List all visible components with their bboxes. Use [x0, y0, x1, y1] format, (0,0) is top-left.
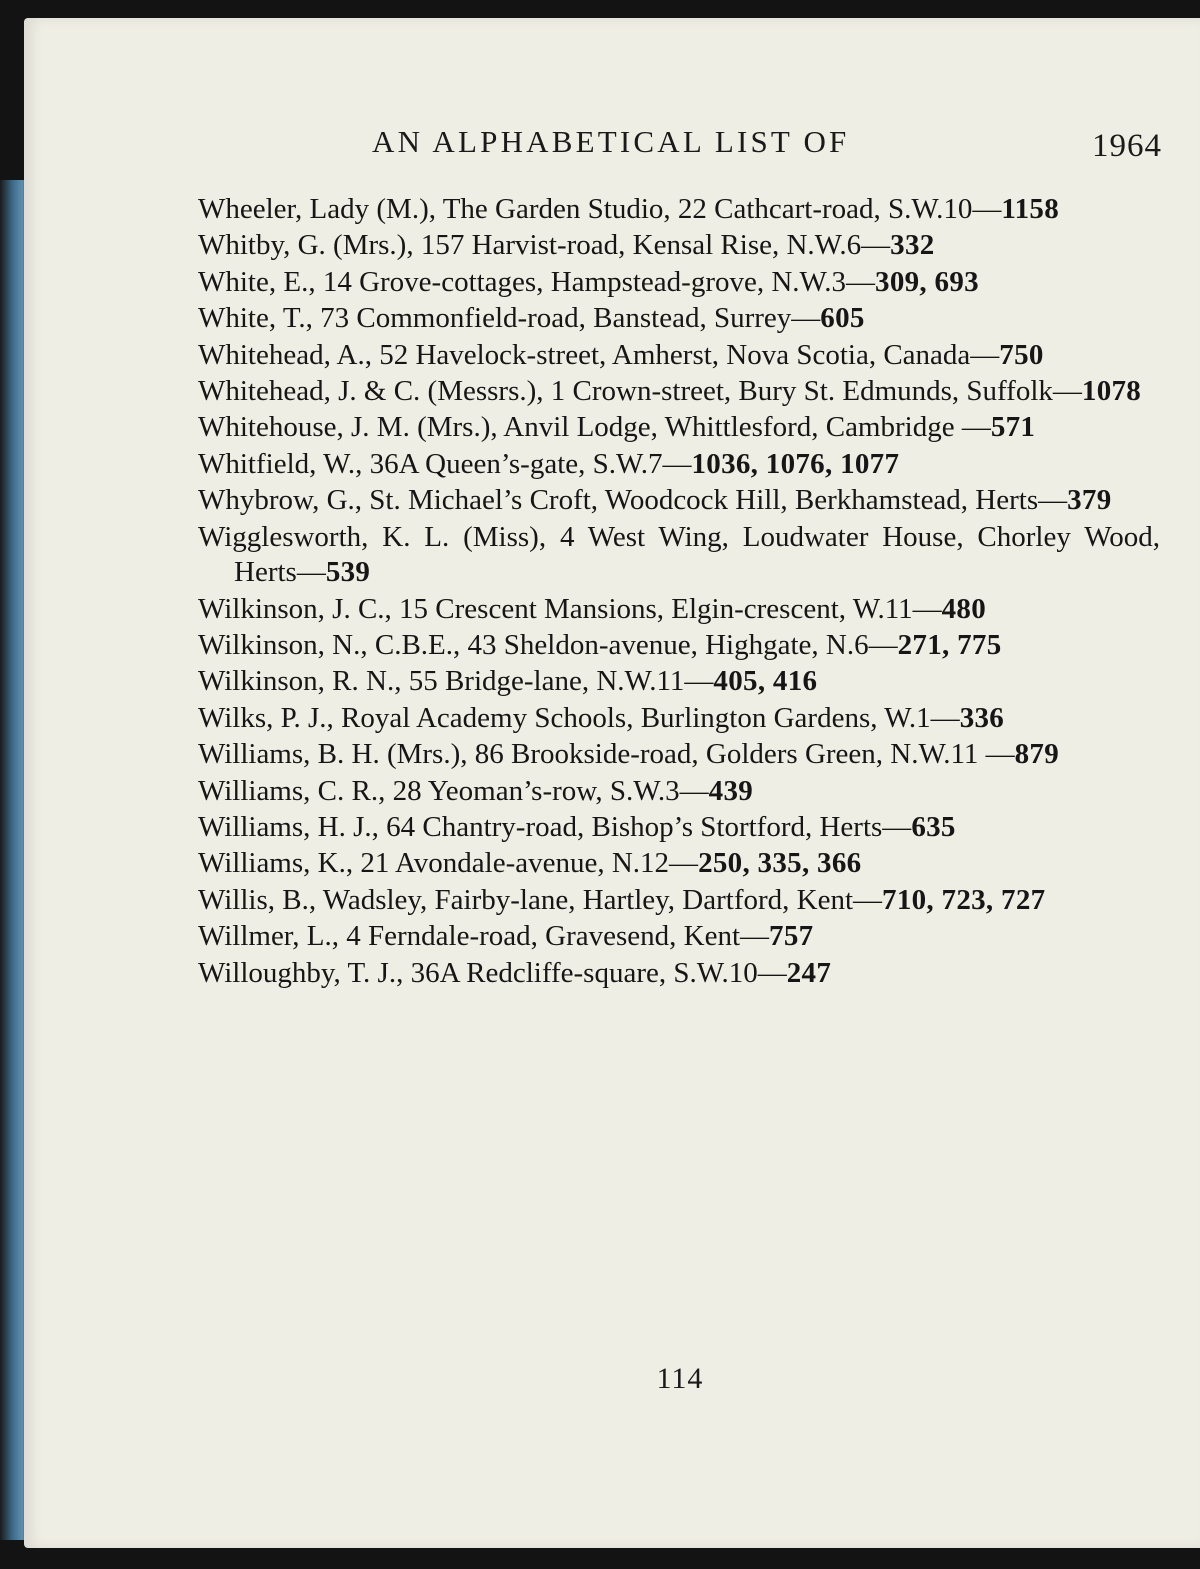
list-entry: [198, 774, 1160, 810]
list-entry: [198, 483, 1160, 519]
entry-refs: 379: [1067, 484, 1112, 517]
entry-refs: 571: [990, 411, 1036, 444]
running-title: AN ALPHABETICAL LIST OF: [372, 124, 850, 159]
entry-refs: 1078: [1081, 374, 1142, 407]
entry-refs: 309, 693: [875, 265, 979, 298]
entry-text: Wilkinson, R. N., 55 Bridge-lane, N.W.11—: [198, 665, 714, 698]
entry-text: Williams, B. H. (Mrs.), 86 Brookside-road, Golders Green, N.W.11 —: [198, 738, 1015, 771]
entry-refs: 757: [769, 920, 814, 953]
list-entry: [198, 338, 1160, 374]
list-entry: [198, 228, 1160, 264]
list-entry: [198, 737, 1160, 773]
list-entry: [198, 447, 1160, 483]
entry-refs: 332: [890, 229, 935, 262]
entry-refs: 271, 775: [897, 629, 1002, 662]
list-entry: [198, 628, 1160, 664]
entry-text: White, E., 14 Grove-cottages, Hampstead-grove, N.W.3—: [198, 265, 876, 298]
list-entry: [198, 410, 1160, 446]
list-entry: [198, 192, 1160, 228]
entry-refs: 539: [325, 556, 371, 589]
entry-text: Williams, K., 21 Avondale-avenue, N.12—: [198, 847, 699, 880]
entry-refs: 439: [708, 774, 754, 807]
entry-text: Williams, C. R., 28 Yeoman’s-row, S.W.3—: [198, 774, 709, 807]
list-entry: [198, 520, 1160, 592]
page-number: 114: [656, 1362, 704, 1395]
entry-text: Whybrow, G., St. Michael’s Croft, Woodcock Hill, Berkhamstead, Herts—: [198, 484, 1068, 517]
entry-refs: 1036, 1076, 1077: [691, 447, 900, 480]
entry-text: Wilks, P. J., Royal Academy Schools, Burlington Gardens, W.1—: [198, 701, 960, 734]
entry-refs: 635: [911, 811, 956, 844]
entry-text: Whitehead, J. & C. (Messrs.), 1 Crown-street, Bury St. Edmunds, Suffolk—: [198, 374, 1082, 407]
entry-refs: 247: [786, 956, 832, 989]
list-entry: [198, 374, 1160, 410]
list-entry: [198, 301, 1160, 337]
header-year: 1964: [1092, 128, 1162, 164]
list-entry: [198, 846, 1160, 882]
entry-text: Whitehead, A., 52 Havelock-street, Amherst, Nova Scotia, Canada—: [198, 338, 1000, 371]
entry-text: Whitby, G. (Mrs.), 157 Harvist-road, Kensal Rise, N.W.6—: [198, 229, 891, 262]
entry-refs: 605: [820, 302, 865, 335]
entry-list: [198, 192, 1160, 992]
entry-refs: 750: [999, 338, 1044, 371]
entry-refs: 710, 723, 727: [882, 883, 1046, 916]
entry-refs: 480: [941, 592, 987, 625]
list-entry: [198, 883, 1160, 919]
entry-text: Wheeler, Lady (M.), The Garden Studio, 22 Cathcart-road, S.W.10—: [198, 193, 1002, 225]
list-entry: [198, 810, 1160, 846]
entry-refs: 250, 335, 366: [698, 847, 862, 880]
list-entry: [198, 919, 1160, 955]
entry-text: Wigglesworth, K. L. (Miss), 4 West Wing, Loudwater House, Chorley Wood, Herts—: [198, 520, 1160, 589]
entry-text: Wilkinson, J. C., 15 Crescent Mansions, Elgin-crescent, W.11—: [198, 592, 942, 625]
entry-refs: 336: [959, 701, 1005, 734]
list-entry: [198, 664, 1160, 700]
entry-text: Willoughby, T. J., 36A Redcliffe-square, S.W.10—: [198, 956, 787, 989]
entry-refs: 879: [1014, 738, 1060, 771]
running-head: [372, 124, 1162, 164]
list-entry: [198, 592, 1160, 628]
entry-text: Willmer, L., 4 Ferndale-road, Gravesend, Kent—: [198, 920, 770, 953]
entry-text: Willis, B., Wadsley, Fairby-lane, Hartley, Dartford, Kent—: [198, 883, 883, 916]
entry-text: Whitehouse, J. M. (Mrs.), Anvil Lodge, Whittlesford, Cambridge —: [198, 411, 991, 444]
entry-text: White, T., 73 Commonfield-road, Banstead, Surrey—: [198, 302, 821, 335]
entry-refs: 405, 416: [713, 665, 818, 698]
entry-refs: 1158: [1001, 193, 1059, 225]
entry-text: Wilkinson, N., C.B.E., 43 Sheldon-avenue, Highgate, N.6—: [198, 629, 898, 662]
list-entry: [198, 956, 1160, 992]
list-entry: [198, 701, 1160, 737]
entry-text: Whitfield, W., 36A Queen’s-gate, S.W.7—: [198, 447, 692, 480]
list-entry: [198, 265, 1160, 301]
entry-text: Williams, H. J., 64 Chantry-road, Bishop’s Stortford, Herts—: [198, 811, 912, 844]
